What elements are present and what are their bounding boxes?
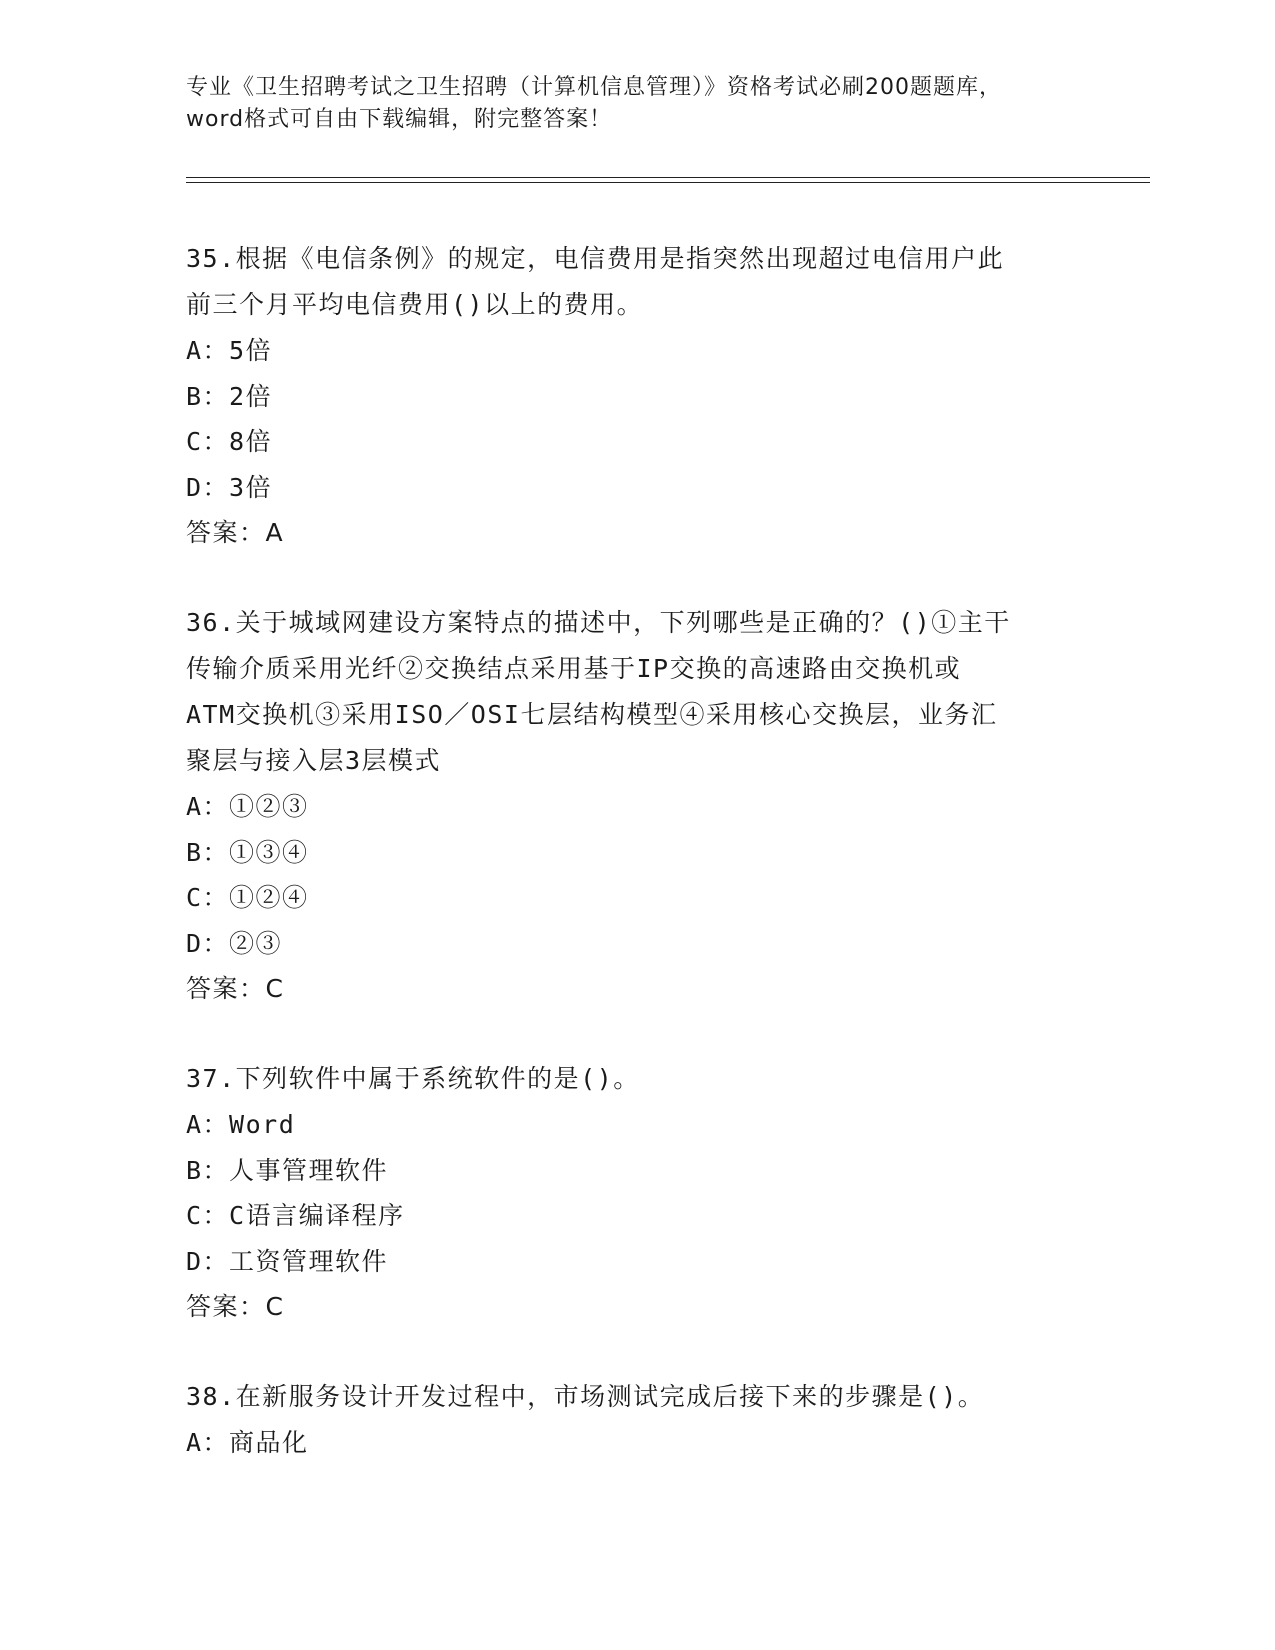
- header-divider-bottom: [186, 182, 1150, 183]
- question-spacer: [186, 1330, 1086, 1374]
- option-a: A：5倍: [186, 336, 273, 365]
- option-c: C：8倍: [186, 427, 273, 456]
- option-b: B：2倍: [186, 381, 273, 411]
- answer-line: 答案：C: [186, 974, 285, 1003]
- option-a: A：商品化: [186, 1428, 309, 1457]
- question-list: [186, 236, 1086, 1466]
- option-d: D：3倍: [186, 472, 273, 502]
- option-a: A：①②③: [186, 792, 309, 821]
- stem-line: 37.下列软件中属于系统软件的是()。: [186, 1064, 640, 1093]
- question-36: [186, 600, 1086, 1012]
- stem-line: 38.在新服务设计开发过程中，市场测试完成后接下来的步骤是()。: [186, 1382, 985, 1411]
- answer-line: 答案：A: [186, 518, 285, 547]
- option-c: C：C语言编译程序: [186, 1201, 405, 1230]
- stem-line: 35.根据《电信条例》的规定，电信费用是指突然出现超过电信用户此: [186, 244, 1005, 273]
- stem-line: 传输介质采用光纤②交换结点采用基于IP交换的高速路由交换机或: [186, 654, 962, 683]
- question-stem: [186, 236, 1086, 328]
- question-stem: [186, 1374, 1086, 1420]
- document-header: [186, 72, 1086, 136]
- stem-line: 36.关于城域网建设方案特点的描述中，下列哪些是正确的？()①主干: [186, 608, 1011, 637]
- header-line-2: word格式可自由下载编辑，附完整答案！: [186, 107, 613, 132]
- stem-line: 前三个月平均电信费用()以上的费用。: [186, 290, 644, 319]
- question-38: [186, 1374, 1086, 1466]
- question-spacer: [186, 556, 1086, 600]
- stem-line: 聚层与接入层3层模式: [186, 746, 442, 775]
- answer-line: 答案：C: [186, 1292, 285, 1321]
- option-a: A：Word: [186, 1110, 296, 1139]
- option-c: C：①②④: [186, 883, 309, 912]
- question-stem: [186, 1056, 1086, 1102]
- question-stem: [186, 600, 1086, 784]
- option-b: B：人事管理软件: [186, 1155, 389, 1185]
- option-d: D：工资管理软件: [186, 1246, 389, 1276]
- option-d: D：②③: [186, 928, 283, 958]
- header-divider-top: [186, 177, 1150, 178]
- header-line-1: 专业《卫生招聘考试之卫生招聘（计算机信息管理）》资格考试必刷200题题库，: [186, 75, 1002, 100]
- stem-line: ATM交换机③采用ISO／OSI七层结构模型④采用核心交换层，业务汇: [186, 700, 998, 729]
- option-b: B：①③④: [186, 837, 309, 867]
- question-37: [186, 1056, 1086, 1330]
- question-35: [186, 236, 1086, 556]
- question-spacer: [186, 1012, 1086, 1056]
